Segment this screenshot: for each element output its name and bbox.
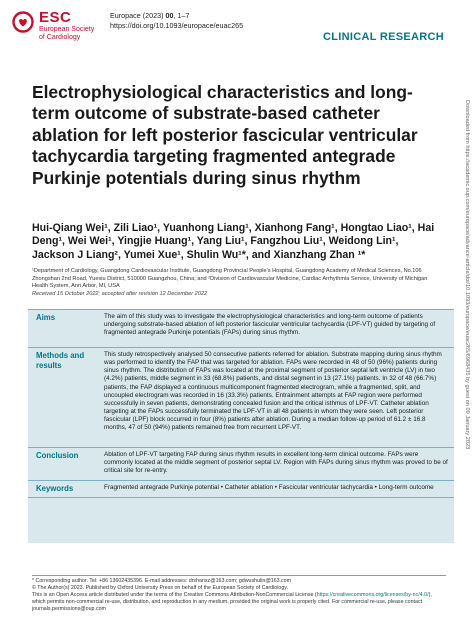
journal-name: Europace (2023) <box>110 11 164 20</box>
abstract-divider <box>28 497 454 498</box>
section-label: CLINICAL RESEARCH <box>322 31 444 43</box>
heart-logo-icon <box>12 11 34 33</box>
journal-citation <box>110 11 243 30</box>
abstract-divider <box>28 347 454 348</box>
keywords-text: Fragmented antegrade Purkinje potential • Catheter ablation • Fascicular ventricular tachycardia • Long-term outcome <box>104 484 434 491</box>
license-prefix: This is an Open Access article distributed under the terms of the Creative Commons Attribution-NonCommercial License ( <box>32 592 317 599</box>
society-name: European Society of Cardiology <box>39 26 95 41</box>
structured-abstract <box>28 309 454 543</box>
affiliations: ¹Department of Cardiology, Guangdong Cardiovascular Institute, Guangdong Provincial People's Hospital, Guangdong Academy of Medical Sciences, No.106 Zhongshan 2nd Road, Yuexiu District, 510000 Guangzhou, China; and ²Division of Cardiovascular Medicine, Cardiac Arrhythmia Service, University of Michigan Health System, Ann Arbor, MI, USA <box>32 268 428 289</box>
license-suffix: ), which permits non-commercial re-use, distribution, and reproduction in any medium, provided the original work is properly cited. For commercial re-use, please contact journals.permissions@oup.com <box>32 592 432 613</box>
abstract-divider <box>28 309 454 310</box>
download-note: Downloaded from https://academic.oup.com/europace/advance-article/doi/10.1093/europace/euac265/6968435 by guest on 09 January 2023 <box>464 100 470 450</box>
abstract-divider <box>28 447 454 448</box>
footer-rule <box>32 575 446 576</box>
received-dates: Received 15 October 2022; accepted after revision 12 December 2022 <box>32 291 208 297</box>
conclusion-text: Ablation of LPF-VT targeting FAP during sinus rhythm results in excellent long-term clinical outcome. FAPs were commonly located at the middle segment of posterior septal LV. Region with FAPs during sinus rhythm was proved to be of critical site for re-entry. <box>104 451 448 475</box>
abstract-divider <box>28 480 454 481</box>
journal-pages: , 1–7 <box>173 11 190 20</box>
aims-label: Aims <box>36 313 56 322</box>
license-link[interactable]: https://creativecommons.org/licenses/by-nc/4.0/ <box>316 592 429 599</box>
doi-link[interactable]: https://doi.org/10.1093/europace/euac265 <box>110 20 244 30</box>
article-title: Electrophysiological characteristics and long-term outcome of substrate-based catheter ablation for left posterior fascicular ventricular tachycardia targeting fragmented antegrade Purkinje potentials during sinus rhythm <box>32 82 418 188</box>
copyright: © The Author(s) 2023. Published by Oxford University Press on behalf of the European Society of Cardiology. <box>32 585 289 592</box>
esc-logo <box>12 9 95 50</box>
logo-text: ESC <box>39 9 72 26</box>
author-list: Hui-Qiang Wei¹, Zili Liao¹, Yuanhong Liang¹, Xianhong Fang¹, Hongtao Liao¹, Hai Deng¹, Wei Wei¹, Yingjie Huang¹, Yang Liu¹, Fangzhou Liu¹, Weidong Lin¹, Jackson J Liang², Yumei Xue¹, Shulin Wu¹*, and Xianzhang Zhan ¹* <box>32 222 435 261</box>
methods-label: Methods and results <box>36 351 85 370</box>
keywords-label: Keywords <box>36 484 74 493</box>
corresponding-author: * Corresponding author. Tel: +86 13602435396. E-mail addresses: drshanxz@163.com; gdwushulin@163.com <box>32 578 292 584</box>
aims-text: The aim of this study was to investigate the electrophysiological characteristics and long-term outcome of patients undergoing substrate-based ablation of left posterior fascicular ventricular tachycardia (LPF-VT) guided by targeting of fragmented antegrade Purkinje potentials (FAPs) during sinus rhythm. <box>104 313 436 337</box>
footer-notes <box>32 578 446 613</box>
download-watermark <box>462 100 472 600</box>
methods-text: This study retrospectively analysed 50 consecutive patients referred for ablation. Substrate mapping during sinus rhythm was performed to identify the FAP that was targeted for ablation. FAPs were recorded in 48 of 50 (96%) patients during sinus rhythm. The distribution of FAPs was located at the proximal segment of posterior septal left ventricle (LV) in two (4.2%) patients, middle segment in 33 (68.8%) patients, and distal segment in 13 (27.1%) patients. In 32 of 48 (66.7%) patients, the FAP displayed a continuous multicomponent fragmented electrogram, while a fragmented, split, and uncoupled electrogram was recorded in 16 (33.3%) patients. Entrainment attempts at FAP region were performed successfully in seven patients, demonstrating concealed fusion and the critical isthmus of LPF-VT. Catheter ablation targeting at the FAPs successfully terminated the LPF-VT in all 48 patients in whom they were seen. Left posterior fascicular (LPF) block occurred in four (8%) patients after ablation. During a median follow-up period of 61.2 ± 16.8 months, 47 of 50 (94%) patients remained free from recurrent LPF-VT. <box>104 351 442 432</box>
journal-volume: 00 <box>165 11 174 20</box>
conclusion-label: Conclusion <box>36 451 79 460</box>
